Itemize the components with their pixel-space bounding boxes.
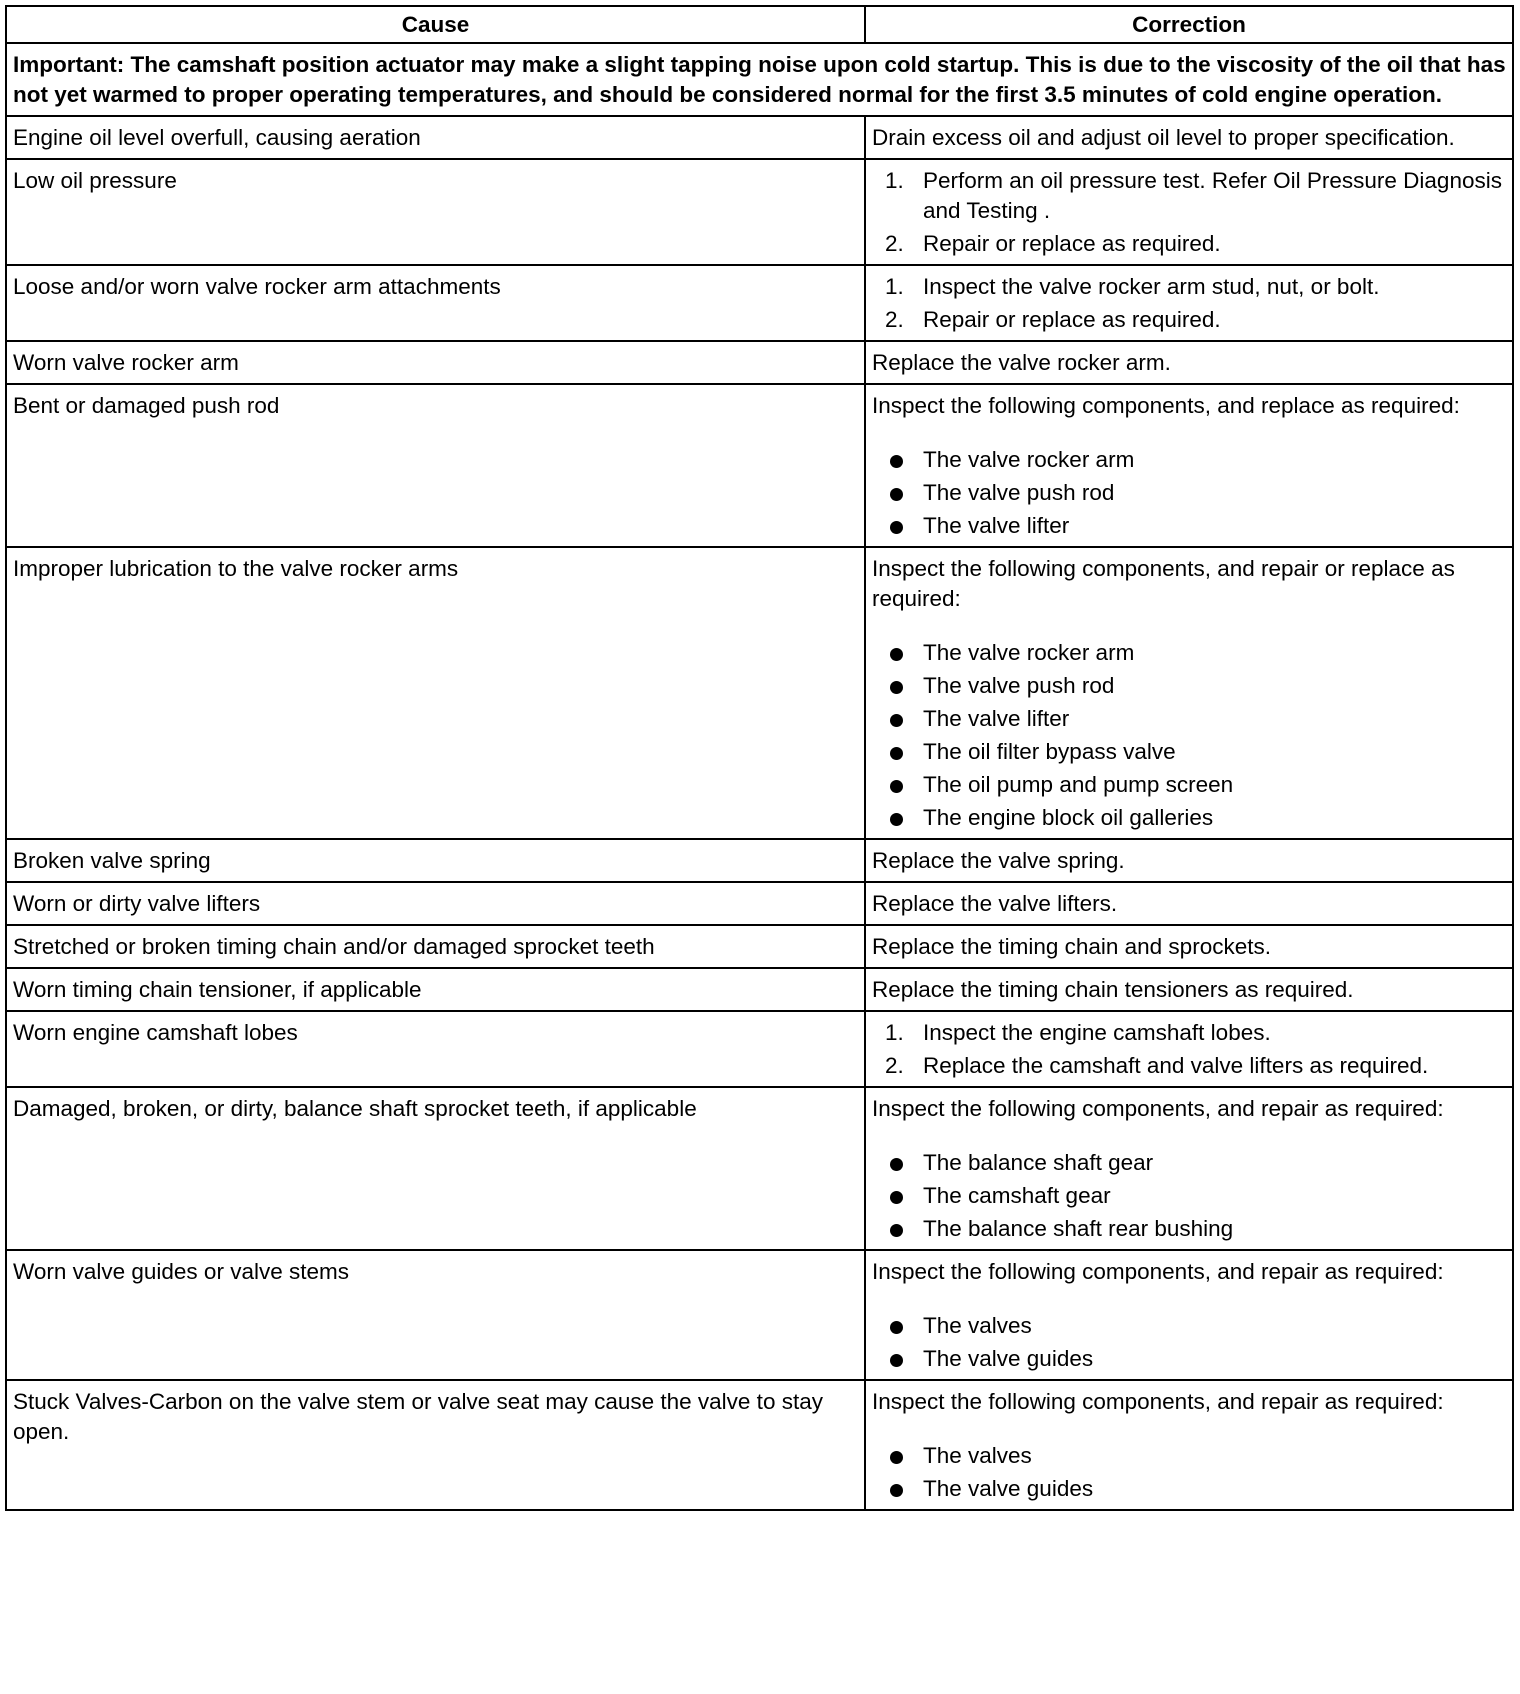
step-text: Repair or replace as required.	[923, 231, 1221, 256]
bullet-dot-icon	[890, 681, 903, 694]
step-text: Repair or replace as required.	[923, 307, 1221, 332]
cause-cell: Broken valve spring	[6, 839, 865, 882]
bullet-text: The valve rocker arm	[923, 640, 1135, 665]
table-row	[6, 1011, 1513, 1087]
cause-cell: Improper lubrication to the valve rocker arms	[6, 547, 865, 839]
bullet-dot-icon	[890, 1158, 903, 1171]
correction-text: Replace the timing chain and sprockets.	[872, 934, 1271, 959]
bullet-dot-icon	[890, 488, 903, 501]
correction-bullets	[872, 1311, 1506, 1374]
cause-cell: Worn timing chain tensioner, if applicable	[6, 968, 865, 1011]
step-number: 2.	[885, 1053, 904, 1078]
bullet-item	[872, 445, 1506, 475]
cause-cell: Stretched or broken timing chain and/or damaged sprocket teeth	[6, 925, 865, 968]
table-row	[6, 1380, 1513, 1510]
correction-cell	[865, 159, 1513, 265]
correction-text: Inspect the following components, and repair as required:	[872, 1259, 1444, 1284]
table-row	[6, 1087, 1513, 1250]
correction-cell	[865, 882, 1513, 925]
header-row	[6, 6, 1513, 43]
correction-steps	[872, 1018, 1506, 1081]
cause-header: Cause	[6, 6, 865, 43]
cause-cell: Low oil pressure	[6, 159, 865, 265]
table-body	[6, 43, 1513, 1510]
cause-cell: Stuck Valves-Carbon on the valve stem or valve seat may cause the valve to stay open.	[6, 1380, 865, 1510]
bullet-dot-icon	[890, 780, 903, 793]
bullet-dot-icon	[890, 1224, 903, 1237]
bullet-text: The valve guides	[923, 1476, 1094, 1501]
step-number: 1.	[885, 168, 904, 193]
step-text: Perform an oil pressure test. Refer Oil Pressure Diagnosis and Testing .	[923, 168, 1502, 223]
bullet-item	[872, 770, 1506, 800]
important-note-row	[6, 43, 1513, 116]
bullet-text: The valve guides	[923, 1346, 1094, 1371]
correction-step	[872, 166, 1506, 226]
step-text: Replace the camshaft and valve lifters as required.	[923, 1053, 1429, 1078]
step-text: Inspect the engine camshaft lobes.	[923, 1020, 1271, 1045]
correction-cell	[865, 1011, 1513, 1087]
table-row	[6, 925, 1513, 968]
important-note: Important: The camshaft position actuator may make a slight tapping noise upon cold startup. This is due to the viscosity of the oil that has not yet warmed to proper operating temperatures, and should be considered normal for the first 3.5 minutes of cold engine operation.	[6, 43, 1513, 116]
correction-text: Inspect the following components, and repair or replace as required:	[872, 556, 1455, 611]
bullet-item	[872, 671, 1506, 701]
bullet-dot-icon	[890, 521, 903, 534]
bullet-text: The valve lifter	[923, 513, 1070, 538]
correction-bullets	[872, 1441, 1506, 1504]
cause-cell: Engine oil level overfull, causing aeration	[6, 116, 865, 159]
table-row	[6, 1250, 1513, 1380]
correction-step	[872, 272, 1506, 302]
table-row	[6, 839, 1513, 882]
bullet-item	[872, 1214, 1506, 1244]
table-row	[6, 384, 1513, 547]
bullet-item	[872, 511, 1506, 541]
bullet-text: The balance shaft gear	[923, 1150, 1154, 1175]
correction-cell	[865, 547, 1513, 839]
bullet-item	[872, 803, 1506, 833]
cause-cell: Worn valve rocker arm	[6, 341, 865, 384]
correction-text: Inspect the following components, and repair as required:	[872, 1096, 1444, 1121]
bullet-item	[872, 638, 1506, 668]
correction-cell	[865, 1380, 1513, 1510]
bullet-dot-icon	[890, 1451, 903, 1464]
bullet-text: The valve push rod	[923, 673, 1115, 698]
bullet-dot-icon	[890, 1321, 903, 1334]
bullet-text: The balance shaft rear bushing	[923, 1216, 1234, 1241]
step-number: 1.	[885, 1020, 904, 1045]
cause-cell: Damaged, broken, or dirty, balance shaft sprocket teeth, if applicable	[6, 1087, 865, 1250]
table-row	[6, 159, 1513, 265]
bullet-dot-icon	[890, 813, 903, 826]
correction-text: Replace the valve lifters.	[872, 891, 1118, 916]
bullet-item	[872, 1148, 1506, 1178]
step-number: 2.	[885, 231, 904, 256]
correction-text: Inspect the following components, and repair as required:	[872, 1389, 1444, 1414]
bullet-text: The oil filter bypass valve	[923, 739, 1176, 764]
correction-bullets	[872, 445, 1506, 541]
bullet-text: The valve push rod	[923, 480, 1115, 505]
bullet-dot-icon	[890, 1484, 903, 1497]
table-row	[6, 116, 1513, 159]
step-number: 1.	[885, 274, 904, 299]
bullet-item	[872, 1474, 1506, 1504]
cause-cell: Worn or dirty valve lifters	[6, 882, 865, 925]
bullet-dot-icon	[890, 648, 903, 661]
bullet-item	[872, 737, 1506, 767]
correction-header: Correction	[865, 6, 1513, 43]
correction-step	[872, 305, 1506, 335]
bullet-dot-icon	[890, 1191, 903, 1204]
bullet-text: The valve lifter	[923, 706, 1070, 731]
bullet-item	[872, 704, 1506, 734]
correction-step	[872, 1051, 1506, 1081]
bullet-item	[872, 478, 1506, 508]
bullet-text: The valves	[923, 1313, 1032, 1338]
bullet-text: The valves	[923, 1443, 1032, 1468]
cause-cell: Loose and/or worn valve rocker arm attachments	[6, 265, 865, 341]
correction-cell	[865, 968, 1513, 1011]
bullet-dot-icon	[890, 714, 903, 727]
correction-steps	[872, 272, 1506, 335]
bullet-item	[872, 1344, 1506, 1374]
bullet-dot-icon	[890, 747, 903, 760]
bullet-text: The engine block oil galleries	[923, 805, 1214, 830]
correction-text: Replace the valve spring.	[872, 848, 1125, 873]
bullet-item	[872, 1311, 1506, 1341]
correction-text: Replace the valve rocker arm.	[872, 350, 1171, 375]
table-row	[6, 341, 1513, 384]
correction-cell	[865, 839, 1513, 882]
table-row	[6, 882, 1513, 925]
table-row	[6, 968, 1513, 1011]
cause-cell: Worn valve guides or valve stems	[6, 1250, 865, 1380]
correction-steps	[872, 166, 1506, 259]
cause-cell: Worn engine camshaft lobes	[6, 1011, 865, 1087]
correction-text: Drain excess oil and adjust oil level to proper specification.	[872, 125, 1455, 150]
table-row	[6, 265, 1513, 341]
bullet-item	[872, 1441, 1506, 1471]
step-text: Inspect the valve rocker arm stud, nut, or bolt.	[923, 274, 1380, 299]
correction-step	[872, 229, 1506, 259]
correction-cell	[865, 1250, 1513, 1380]
diagnostic-table	[5, 5, 1514, 1511]
table-row	[6, 547, 1513, 839]
correction-bullets	[872, 638, 1506, 833]
correction-cell	[865, 341, 1513, 384]
cause-cell: Bent or damaged push rod	[6, 384, 865, 547]
correction-cell	[865, 265, 1513, 341]
correction-cell	[865, 116, 1513, 159]
bullet-text: The valve rocker arm	[923, 447, 1135, 472]
correction-cell	[865, 925, 1513, 968]
step-number: 2.	[885, 307, 904, 332]
bullet-dot-icon	[890, 455, 903, 468]
bullet-text: The oil pump and pump screen	[923, 772, 1234, 797]
bullet-item	[872, 1181, 1506, 1211]
correction-bullets	[872, 1148, 1506, 1244]
bullet-dot-icon	[890, 1354, 903, 1367]
correction-cell	[865, 384, 1513, 547]
correction-text: Inspect the following components, and replace as required:	[872, 393, 1460, 418]
correction-step	[872, 1018, 1506, 1048]
correction-cell	[865, 1087, 1513, 1250]
bullet-text: The camshaft gear	[923, 1183, 1111, 1208]
correction-text: Replace the timing chain tensioners as required.	[872, 977, 1354, 1002]
